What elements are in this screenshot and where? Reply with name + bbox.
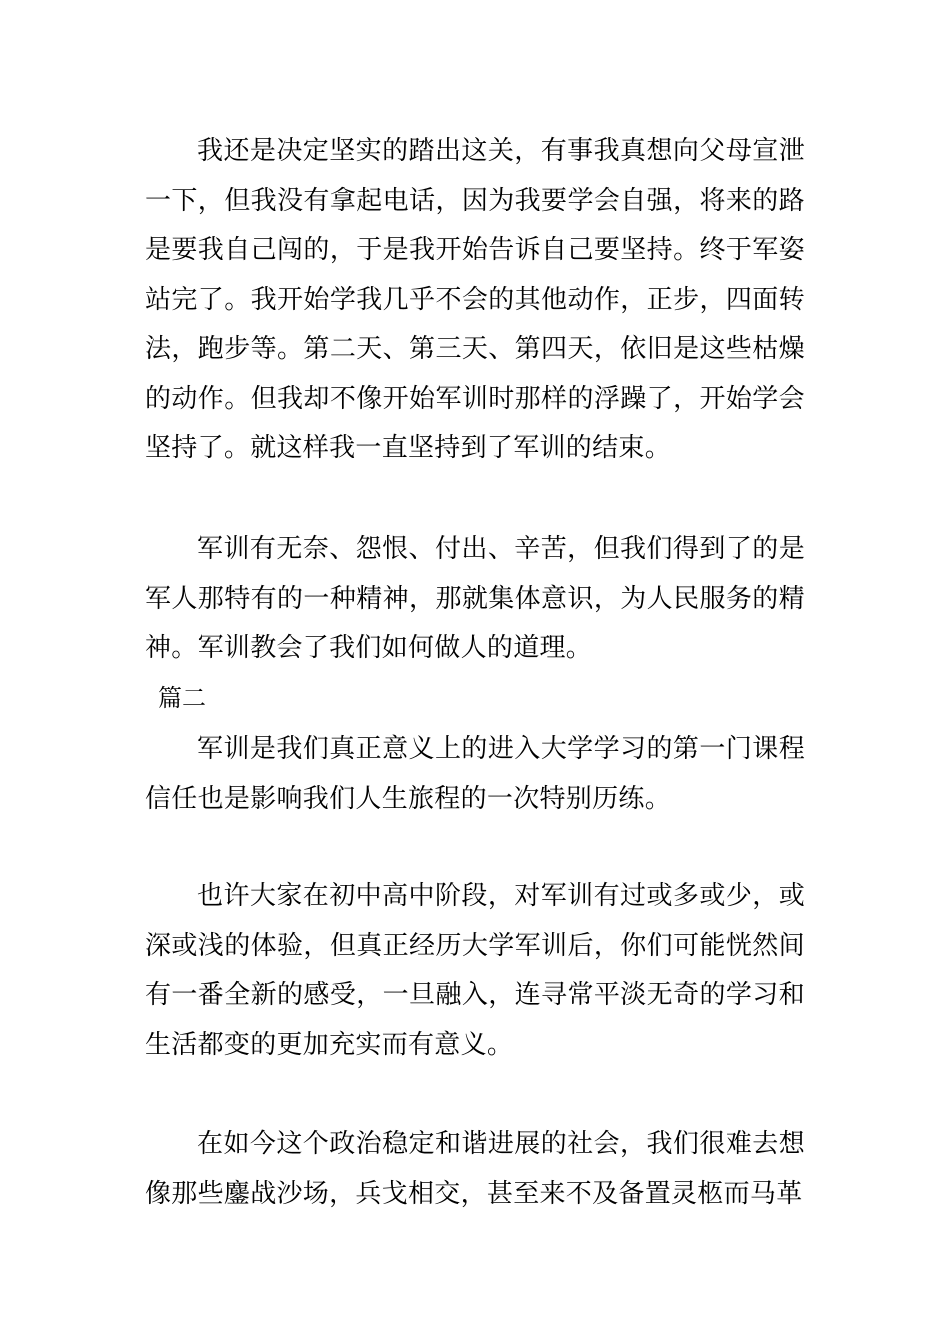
paragraph-first-course: 军训是我们真正意义上的进入大学学习的第一门课程信任也是影响我们人生旅程的一次特别历练。 [145,734,805,814]
paragraph-experience: 也许大家在初中高中阶段，对军训有过或多或少，或深或浅的体验，但真正经历大学军训后，你们可能恍然间有一番全新的感受，一旦融入，连寻常平淡无奇的学习和生活都变的更加充实而有意义。 [145,881,805,1060]
paragraph-persistence: 我还是决定坚实的踏出这关，有事我真想向父母宣泄一下，但我没有拿起电话，因为我要学会自强，将来的路是要我自己闯的，于是我开始告诉自己要坚持。终于军姿站完了。我开始学我几乎不会的其他动作，正步，四面转法，跑步等。第二天、第三天、第四天，依旧是这些枯燥的动作。但我却不像开始军训时那样的浮躁了，开始学会坚持了。就这样我一直坚持到了军训的结束。 [145,136,805,463]
paragraph-military-spirit: 军训有无奈、怨恨、付出、辛苦，但我们得到了的是军人那特有的一种精神，那就集体意识，为人民服务的精神。军训教会了我们如何做人的道理。 [145,534,805,663]
section-heading: 篇二 [158,684,206,712]
paragraph-society: 在如今这个政治稳定和谐进展的社会，我们很难去想像那些鏖战沙场，兵戈相交，甚至来不及备置灵柩而马革 [145,1129,805,1209]
